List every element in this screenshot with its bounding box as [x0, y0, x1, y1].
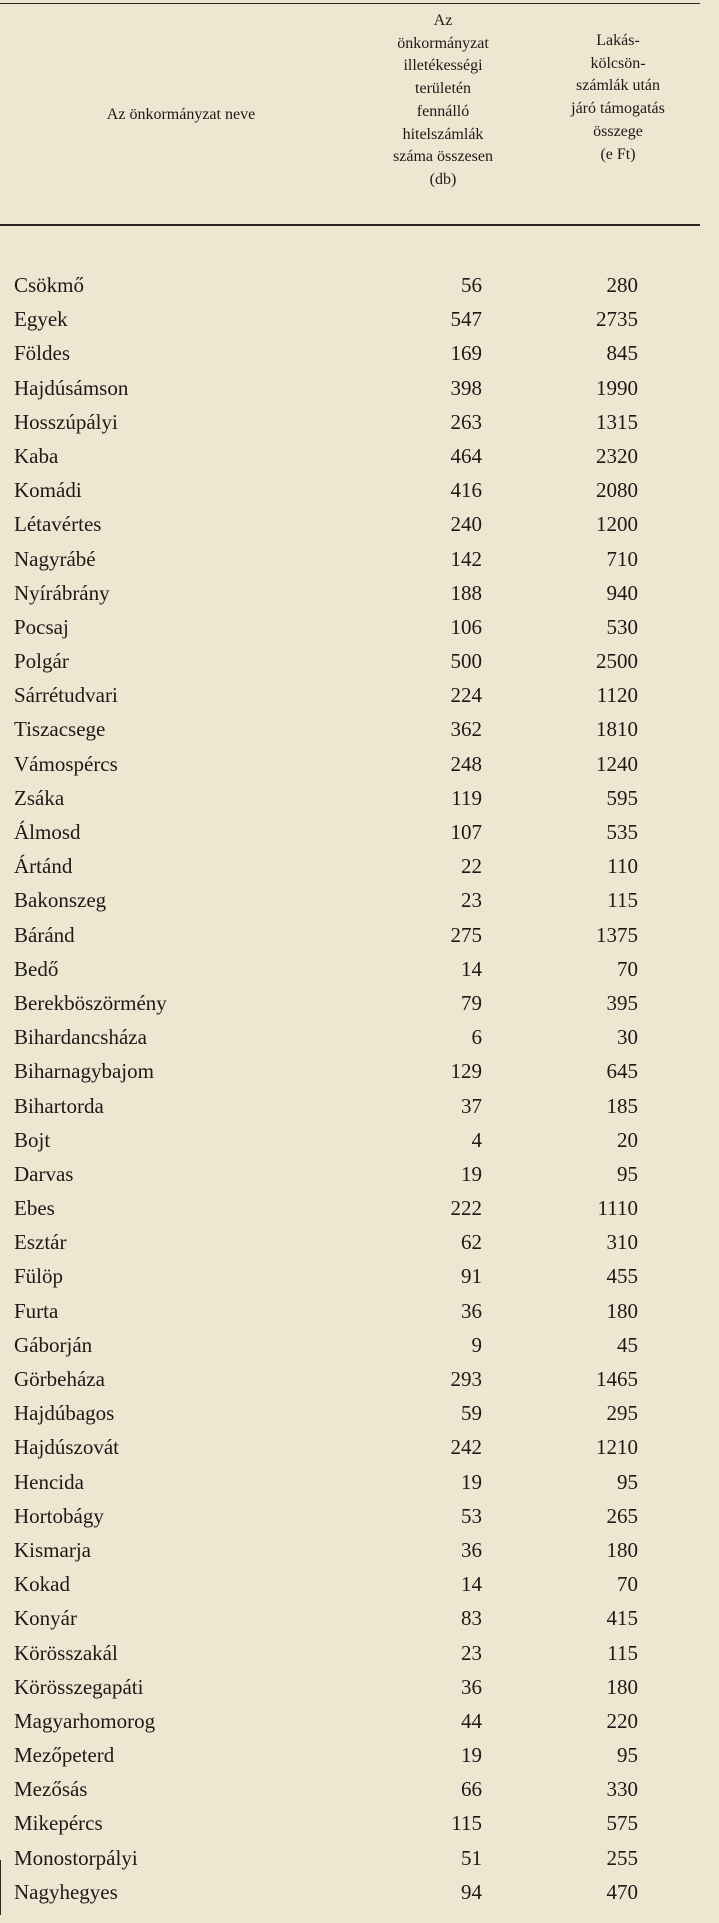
subsidy-amount-cell: 1120 — [596, 683, 638, 708]
header-account-count — [368, 10, 518, 192]
table-row — [0, 302, 700, 336]
table-row — [0, 1089, 700, 1123]
account-count-cell: 9 — [471, 1332, 482, 1357]
account-count-cell: 129 — [450, 1059, 482, 1084]
header-line: kölcsön- — [590, 54, 646, 72]
table-row — [0, 1875, 700, 1909]
account-count-cell: 62 — [461, 1230, 482, 1255]
account-count-cell: 36 — [461, 1674, 482, 1699]
municipality-name-cell: Kismarja — [14, 1537, 91, 1562]
subsidy-amount-cell: 455 — [606, 1264, 638, 1289]
table-row — [0, 1294, 700, 1328]
table-row — [0, 507, 700, 541]
municipality-name-cell: Mezősás — [14, 1777, 88, 1802]
table-row — [0, 1533, 700, 1567]
header-line: száma összesen — [393, 148, 493, 166]
header-subsidy-amount — [540, 30, 696, 166]
subsidy-amount-cell: 1375 — [596, 922, 638, 947]
subsidy-amount-cell: 395 — [606, 990, 638, 1015]
table-row — [0, 405, 700, 439]
subsidy-amount-cell: 70 — [617, 956, 638, 981]
table-row — [0, 1328, 700, 1362]
header-line: összege — [593, 122, 643, 140]
account-count-cell: 222 — [450, 1196, 482, 1221]
subsidy-amount-cell: 30 — [617, 1025, 638, 1050]
table-row — [0, 268, 700, 302]
subsidy-amount-cell: 70 — [617, 1572, 638, 1597]
account-count-cell: 224 — [450, 683, 482, 708]
table-row — [0, 576, 700, 610]
municipality-name-cell: Hajdúszovát — [14, 1435, 119, 1460]
subsidy-amount-cell: 415 — [606, 1606, 638, 1631]
account-count-cell: 37 — [461, 1093, 482, 1118]
table-row — [0, 1738, 700, 1772]
municipality-name-cell: Sárrétudvari — [14, 683, 118, 708]
table-row — [0, 883, 700, 917]
account-count-cell: 23 — [461, 1640, 482, 1665]
municipality-name-cell: Bedő — [14, 956, 59, 981]
subsidy-amount-cell: 330 — [606, 1777, 638, 1802]
account-count-cell: 293 — [450, 1367, 482, 1391]
subsidy-amount-cell: 1240 — [596, 751, 638, 776]
table-row — [0, 1841, 700, 1875]
municipality-name-cell: Mezőpeterd — [14, 1743, 115, 1768]
table-row — [0, 1670, 700, 1704]
municipality-name-cell: Furta — [14, 1298, 59, 1323]
municipality-name-cell: Hajdúbagos — [14, 1401, 115, 1426]
subsidy-amount-cell: 595 — [606, 785, 638, 810]
subsidy-amount-cell: 310 — [606, 1230, 638, 1255]
table-row — [0, 918, 700, 952]
header-rule — [0, 224, 700, 226]
account-count-cell: 59 — [461, 1401, 482, 1426]
municipality-name-cell: Bihartorda — [14, 1093, 104, 1118]
header-line: hitelszámlák — [402, 125, 484, 143]
subsidy-amount-cell: 20 — [617, 1127, 638, 1152]
municipality-name-cell: Fülöp — [14, 1264, 64, 1289]
account-count-cell: 56 — [461, 273, 482, 297]
subsidy-amount-cell: 710 — [606, 546, 638, 571]
account-count-cell: 53 — [461, 1503, 482, 1528]
account-count-cell: 362 — [450, 717, 482, 742]
account-count-cell: 263 — [450, 409, 482, 434]
subsidy-amount-cell: 180 — [606, 1298, 638, 1323]
municipality-name-cell: Pocsaj — [14, 614, 69, 639]
subsidy-amount-cell: 280 — [606, 273, 638, 297]
account-count-cell: 275 — [450, 922, 482, 947]
municipality-name-cell: Álmosd — [14, 820, 81, 844]
header-line: területén — [415, 80, 471, 98]
table-row — [0, 1567, 700, 1601]
account-count-cell: 14 — [461, 956, 482, 981]
header-municipality-name: Az önkormányzat neve — [106, 106, 256, 123]
subsidy-amount-cell: 535 — [606, 820, 638, 844]
municipality-name-cell: Kokad — [14, 1572, 70, 1597]
subsidy-amount-cell: 845 — [606, 341, 638, 366]
municipality-name-cell: Báránd — [14, 922, 75, 947]
subsidy-amount-cell: 2320 — [596, 443, 638, 468]
subsidy-amount-cell: 115 — [607, 888, 638, 913]
account-count-cell: 119 — [451, 785, 482, 810]
municipality-name-cell: Kaba — [14, 443, 59, 468]
subsidy-amount-cell: 470 — [606, 1879, 638, 1904]
header-line: Az — [433, 12, 453, 29]
subsidy-amount-cell: 1200 — [596, 512, 638, 537]
municipality-name-cell: Egyek — [14, 307, 68, 332]
municipality-name-cell: Zsáka — [14, 785, 65, 810]
account-count-cell: 169 — [450, 341, 482, 366]
table-row — [0, 1806, 700, 1840]
subsidy-amount-cell: 575 — [606, 1811, 638, 1836]
account-count-cell: 91 — [461, 1264, 482, 1289]
municipality-name-cell: Komádi — [14, 478, 82, 503]
account-count-cell: 188 — [450, 580, 482, 605]
subsidy-amount-cell: 45 — [617, 1332, 638, 1357]
municipality-name-cell: Konyár — [14, 1606, 77, 1631]
header-line: Lakás- — [596, 32, 640, 49]
municipality-name-cell: Mikepércs — [14, 1811, 103, 1836]
account-count-cell: 115 — [451, 1811, 482, 1836]
municipality-name-cell: Körösszakál — [14, 1640, 118, 1665]
municipality-name-cell: Darvas — [14, 1161, 74, 1186]
account-count-cell: 142 — [450, 546, 482, 571]
table-row — [0, 1499, 700, 1533]
table-row — [0, 952, 700, 986]
table-row — [0, 1704, 700, 1738]
table-row — [0, 371, 700, 405]
account-count-cell: 79 — [461, 990, 482, 1015]
table-row — [0, 1259, 700, 1293]
subsidy-amount-cell: 220 — [606, 1708, 638, 1733]
municipality-name-cell: Hencida — [14, 1469, 84, 1494]
header-line: járó támogatás — [571, 100, 665, 118]
municipality-name-cell: Nagyrábé — [14, 546, 96, 571]
subsidy-amount-cell: 2080 — [596, 478, 638, 503]
table-row — [0, 439, 700, 473]
municipality-name-cell: Gáborján — [14, 1332, 93, 1357]
header-line: számlák után — [576, 77, 660, 95]
account-count-cell: 242 — [450, 1435, 482, 1460]
subsidy-amount-cell: 2500 — [596, 649, 638, 674]
table-row — [0, 1430, 700, 1464]
table-row — [0, 1465, 700, 1499]
subsidy-amount-cell: 2735 — [596, 307, 638, 332]
subsidy-amount-cell: 180 — [606, 1537, 638, 1562]
subsidy-amount-cell: 645 — [606, 1059, 638, 1084]
subsidy-amount-cell: 1315 — [596, 409, 638, 434]
table-row — [0, 712, 700, 746]
subsidy-amount-cell: 95 — [617, 1743, 638, 1768]
account-count-cell: 23 — [461, 888, 482, 913]
table-row — [0, 678, 700, 712]
table-row — [0, 1396, 700, 1430]
account-count-cell: 19 — [461, 1161, 482, 1186]
table-row — [0, 1123, 700, 1157]
municipality-name-cell: Vámospércs — [14, 751, 118, 776]
account-count-cell: 464 — [450, 443, 482, 468]
subsidy-amount-cell: 95 — [617, 1469, 638, 1494]
municipality-name-cell: Körösszegapáti — [14, 1674, 144, 1699]
table-row — [0, 1225, 700, 1259]
municipality-name-cell: Görbeháza — [14, 1367, 105, 1391]
municipality-name-cell: Csökmő — [14, 273, 85, 297]
subsidy-amount-cell: 1210 — [596, 1435, 638, 1460]
municipality-name-cell: Földes — [14, 341, 71, 366]
subsidy-amount-cell: 110 — [607, 854, 638, 879]
subsidy-amount-cell: 940 — [606, 580, 638, 605]
municipality-name-cell: Hortobágy — [14, 1503, 104, 1528]
account-count-cell: 6 — [471, 1025, 482, 1050]
subsidy-amount-cell: 1990 — [596, 375, 638, 400]
table-body — [0, 268, 700, 1909]
municipality-name-cell: Esztár — [14, 1230, 67, 1255]
account-count-cell: 398 — [450, 375, 482, 400]
table-row — [0, 610, 700, 644]
table-row — [0, 336, 700, 370]
table-row — [0, 1157, 700, 1191]
municipality-name-cell: Berekböszörmény — [14, 990, 167, 1015]
municipality-name-cell: Létavértes — [14, 512, 102, 537]
header-line: (db) — [429, 170, 457, 188]
municipality-name-cell: Bakonszeg — [14, 888, 107, 913]
account-count-cell: 4 — [471, 1127, 482, 1152]
table-row — [0, 1054, 700, 1088]
subsidy-amount-cell: 1810 — [596, 717, 638, 742]
account-count-cell: 500 — [450, 649, 482, 674]
account-count-cell: 51 — [461, 1845, 482, 1870]
account-count-cell: 547 — [450, 307, 482, 332]
subsidy-amount-cell: 115 — [607, 1640, 638, 1665]
municipality-name-cell: Biharnagybajom — [14, 1059, 154, 1084]
header-line: fennálló — [416, 102, 470, 120]
table-row — [0, 1772, 700, 1806]
account-count-cell: 240 — [450, 512, 482, 537]
subsidy-amount-cell: 95 — [617, 1161, 638, 1186]
header-line: önkormányzat — [397, 34, 489, 52]
municipality-name-cell: Ebes — [14, 1196, 55, 1221]
table-row — [0, 542, 700, 576]
account-count-cell: 416 — [450, 478, 482, 503]
subsidy-amount-cell: 265 — [606, 1503, 638, 1528]
account-count-cell: 36 — [461, 1537, 482, 1562]
top-rule — [0, 3, 700, 4]
account-count-cell: 44 — [461, 1708, 482, 1733]
municipality-name-cell: Polgár — [14, 649, 69, 674]
account-count-cell: 66 — [461, 1777, 482, 1802]
table-row — [0, 986, 700, 1020]
subsidy-amount-cell: 530 — [606, 614, 638, 639]
account-count-cell: 94 — [461, 1879, 482, 1904]
account-count-cell: 106 — [450, 614, 482, 639]
account-count-cell: 14 — [461, 1572, 482, 1597]
municipality-name-cell: Bihardancsháza — [14, 1025, 147, 1050]
table-row — [0, 1362, 700, 1396]
subsidy-amount-cell: 255 — [606, 1845, 638, 1870]
table-row — [0, 747, 700, 781]
margin-line — [0, 1860, 1, 1915]
table-row — [0, 1020, 700, 1054]
table-row — [0, 1191, 700, 1225]
account-count-cell: 248 — [450, 751, 482, 776]
municipality-name-cell: Nagyhegyes — [14, 1879, 118, 1904]
municipality-name-cell: Hajdúsámson — [14, 375, 129, 400]
header-line: illetékességi — [403, 57, 483, 75]
header-line: (e Ft) — [600, 145, 636, 163]
subsidy-amount-cell: 1465 — [596, 1367, 638, 1391]
table-row — [0, 1601, 700, 1635]
account-count-cell: 22 — [461, 854, 482, 879]
account-count-cell: 19 — [461, 1743, 482, 1768]
table-row — [0, 781, 700, 815]
table-row — [0, 849, 700, 883]
table-row — [0, 473, 700, 507]
municipality-name-cell: Monostorpályi — [14, 1845, 138, 1870]
account-count-cell: 36 — [461, 1298, 482, 1323]
municipality-name-cell: Tiszacsege — [14, 717, 106, 742]
subsidy-amount-cell: 1110 — [597, 1196, 638, 1221]
subsidy-amount-cell: 295 — [606, 1401, 638, 1426]
table-row — [0, 1636, 700, 1670]
account-count-cell: 83 — [461, 1606, 482, 1631]
account-count-cell: 19 — [461, 1469, 482, 1494]
table-row — [0, 815, 700, 849]
municipality-name-cell: Nyírábrány — [14, 580, 110, 605]
subsidy-amount-cell: 185 — [606, 1093, 638, 1118]
municipality-name-cell: Ártánd — [14, 854, 73, 879]
municipality-name-cell: Hosszúpályi — [14, 409, 118, 434]
municipality-name-cell: Magyarhomorog — [14, 1708, 156, 1733]
municipality-name-cell: Bojt — [14, 1127, 51, 1152]
subsidy-amount-cell: 180 — [606, 1674, 638, 1699]
account-count-cell: 107 — [450, 820, 482, 844]
table-row — [0, 644, 700, 678]
